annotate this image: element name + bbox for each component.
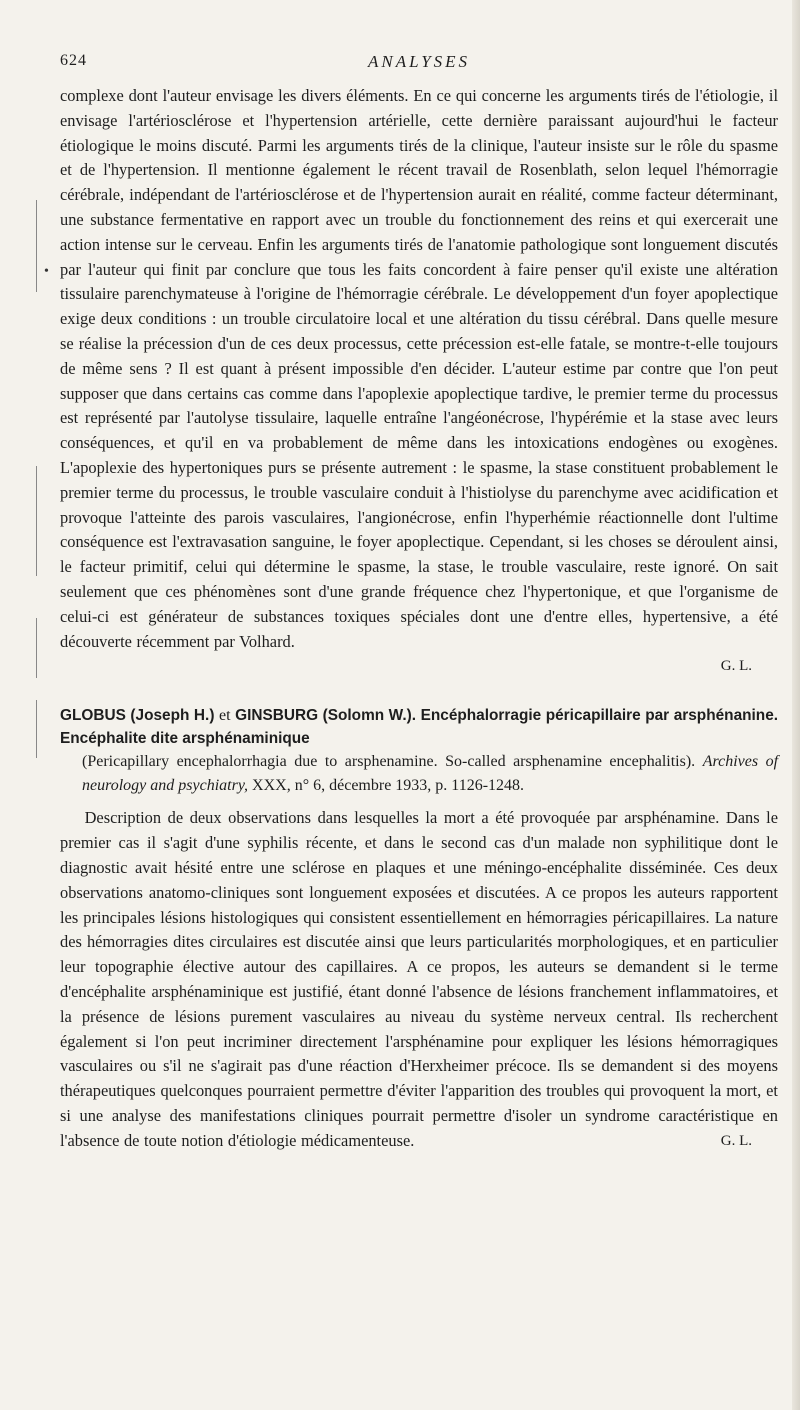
margin-bullet: • (44, 264, 49, 279)
article-title-english: (Pericapillary encephalorrhagia due to arsphenamine. So-called arsphenamine encephalitis). (82, 753, 696, 771)
margin-mark-left (36, 466, 37, 576)
document-page (60, 48, 778, 1153)
margin-mark-left (36, 700, 37, 758)
journal-name: Archives of neurology and psychiatry, (82, 753, 779, 795)
page-header (60, 48, 778, 84)
margin-mark-left (36, 200, 37, 292)
analysis-signature: G. L. (720, 658, 752, 675)
author-surname: GINSBURG (235, 707, 319, 725)
author-surname: GLOBUS (60, 707, 126, 725)
analysis-paragraph: Description de deux observations dans lesquelles la mort a été provoquée par arsphénamine. Dans le premier cas il s'agit d'une syphilis récente, et dans le second cas d'un malade non syphilitique dont le diagnostic avait hésité entre une sclérose en plaques et une méningo-encéphalite disséminée. Ces deux observations anatomo-cliniques sont longuement exposées et discutées. A ce propos les auteurs rapportent les principales lésions histologiques qui consistent essentiellement en hémorragies péricapillaires. La nature des hémorragies dites circulaires est discutée ainsi que leurs particularités morphologiques, et en particulier leur topographie élective autour des capillaires. A ce propos, les auteurs se demandent si le terme d'encéphalite arsphénaminique est justifié, étant donné l'absence de lésions franchement inflammatoires, et la présence de lésions purement vasculaires au niveau du système nerveux central. Ils recherchent également si l'on peut incriminer directement l'arsphénamine pour expliquer les lésions hémorragiques vasculaires ou s'il ne s'agirait pas d'une réaction d'Herxheimer précoce. Ils se demandent si des moyens thérapeutiques quelconques pourraient permettre d'éviter l'apparition des troubles qui provoquent la mort, et si une analyse des manifestations cliniques pourrait permettre d'isoler un syndrome caractéristique en l'absence de toute notion d'étiologie médicamenteuse. (60, 808, 778, 1150)
article-title: Encéphalorragie péricapillaire par arsphénanine. Encéphalite dite arsphénaminique (60, 707, 779, 748)
margin-mark-left (36, 618, 37, 678)
author-conjunction: et (219, 707, 231, 725)
citation-details: XXX, n° 6, décembre 1933, p. 1126-1248. (252, 777, 525, 795)
running-head: ANALYSES (367, 52, 471, 71)
entry-citation (60, 750, 778, 798)
author-given-name: (Solomn W.). (322, 707, 417, 725)
analysis-paragraph: complexe dont l'auteur envisage les divers éléments. En ce qui concerne les arguments tirés de l'étiologie, il envisage l'artériosclérose et l'hypertension artérielle, cette dernière paraissant aujourd'hui le facteur étiologique le moins discuté. Parmi les arguments tirés de la clinique, l'auteur insiste sur le rôle du spasme et de l'hypertension. Il mentionne également le récent travail de Rosenblath, selon lequel l'hémorragie cérébrale, indépendant de l'artériosclérose et de l'hypertension aurait en réalité, comme facteur déterminant, une substance fermentative en rapport avec un trouble du fonctionnement des reins et qui exercerait une action intense sur le cerveau. Enfin les arguments tirés de l'anatomie pathologique sont longuement discutés par l'auteur qui finit par conclure que tous les faits concordent à faire penser qu'il existe une altération tissulaire parenchymateuse à l'origine de l'hémorragie cérébrale. Le développement d'un foyer apoplectique exige deux conditions : un trouble circulatoire local et une altération du tissu cérébral. Dans quelle mesure se réalise la précession d'un de ces deux processus, cette précession est-elle fatale, se montre-t-elle toujours de même sens ? Il est quant à présent impossible d'en décider. L'auteur estime par contre que l'on peut supposer que dans certains cas comme dans l'apoplexie apoplectique tardive, le premier terme du processus est représenté par l'autolyse tissulaire, laquelle entraîne l'angéonécrose, l'hypérémie et la stase avec leurs conséquences, et qu'il en va probablement de même dans les intoxications endogènes ou exogènes. L'apoplexie des hypertoniques purs se présente autrement : le spasme, la stase constituent probablement le premier terme du processus, le trouble vasculaire conduit à l'histiolyse du parenchyme avec acidification et provoque l'atteinte des parois vasculaires, l'angionécrose, enfin l'hyperhémie réactionnelle dont l'ultime conséquence est l'extravasation sanguine, le foyer apoplectique. Cependant, si les choses se déroulent ainsi, le facteur primitif, celui qui détermine le spasme, la stase, le trouble vasculaire, reste ignoré. On sait seulement que ces phénomènes sont d'une grande fréquence chez l'hypertonique, et que l'organisme de celui-ci est générateur de substances toxiques spéciales dont une d'entre elles, hypertensive, a été découverte récemment par Volhard. (60, 86, 778, 651)
analysis-signature: G. L. (720, 1133, 752, 1150)
entry-heading (60, 704, 778, 750)
author-given-name: (Joseph H.) (130, 707, 215, 725)
page-edge-shadow (792, 0, 800, 1410)
page-number: 624 (60, 52, 87, 69)
